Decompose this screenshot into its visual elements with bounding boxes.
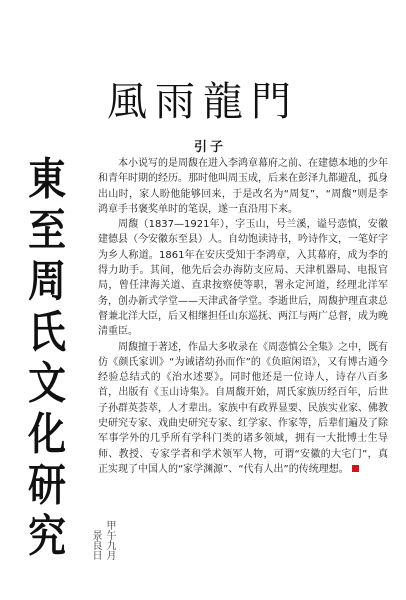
calligraphy-char: 東 — [28, 154, 66, 205]
calligraphy-char: 氏 — [28, 307, 66, 358]
calligraphy-char: 研 — [28, 460, 66, 511]
calligraphy-char: 化 — [28, 409, 66, 460]
signature-date: 甲午九月 — [104, 520, 115, 560]
calligraphy-signature — [70, 520, 130, 580]
paragraph — [98, 340, 388, 478]
calligraphy-char: 周 — [28, 256, 66, 307]
calligraphy-column — [14, 154, 80, 562]
calligraphy-char: 文 — [28, 358, 66, 409]
calligraphy-char: 究 — [28, 511, 66, 562]
body-text — [98, 156, 388, 477]
calligraphy-char: 至 — [28, 205, 66, 256]
signature-name: 景良日 — [90, 530, 101, 560]
end-mark — [352, 465, 359, 472]
page-title: 風雨龍門 — [107, 79, 299, 125]
paragraph-text: 周馥擅于著述，作品大多收录在《周悫慎公全集》之中，既有仿《颜氏家训》“为诫诸幼孙而作”的《负暄闲语》，又有博古通今经验总结式的《治水述要》。同时他还是一位诗人，诗存八百多首，出版有《玉山诗集》。自周馥开始，周氏家族历经百年，后世子孙群英荟萃，人才辈出。家族中有政界显要、民族实业家、佛教史研究专家、戏曲史研究专家、红学家、作家等，后辈们遍及了除军事学外的几乎所有学科门类的诸多领域，拥有一大批博士生导师、教授、专家学者和学术领军人物，可谓“安徽的大宅门”，真正实现了中国人的“家学渊源”、“代有人出”的传统理想。 — [98, 341, 388, 475]
chapter-heading: 引子 — [193, 140, 226, 155]
paragraph: 本小说写的是周馥在进入李鸿章幕府之前、在建德本地的少年和青年时期的经历。那时他叫周玉成，后来在彭泽九都避乱，孤身出山时，家人盼他能够回来，于是改名为“周复”，“周馥”则是李鸿章手书褒奖单时的笔误，遂一直沿用下来。 — [98, 158, 388, 215]
paragraph: 周馥（1837—1921年），字玉山，号兰溪，谥号悫慎，安徽建德县（今安徽东至县）人。自幼饱读诗书，吟诗作文，一笔好字为乡人称道。1861年在安庆受知于李鸿章，入其幕府，成为李的得力助手。其间，他先后会办海防支应局、天津机器局、电报官局，曾任津海关道、直隶按察使等职，署永定河道，经理北洋军务，创办新式学堂——天津武备学堂。李逝世后，周馥护理直隶总督兼北洋大臣，后又相继担任山东巡抚、两江与两广总督，成为晚清重臣。 — [98, 219, 388, 338]
